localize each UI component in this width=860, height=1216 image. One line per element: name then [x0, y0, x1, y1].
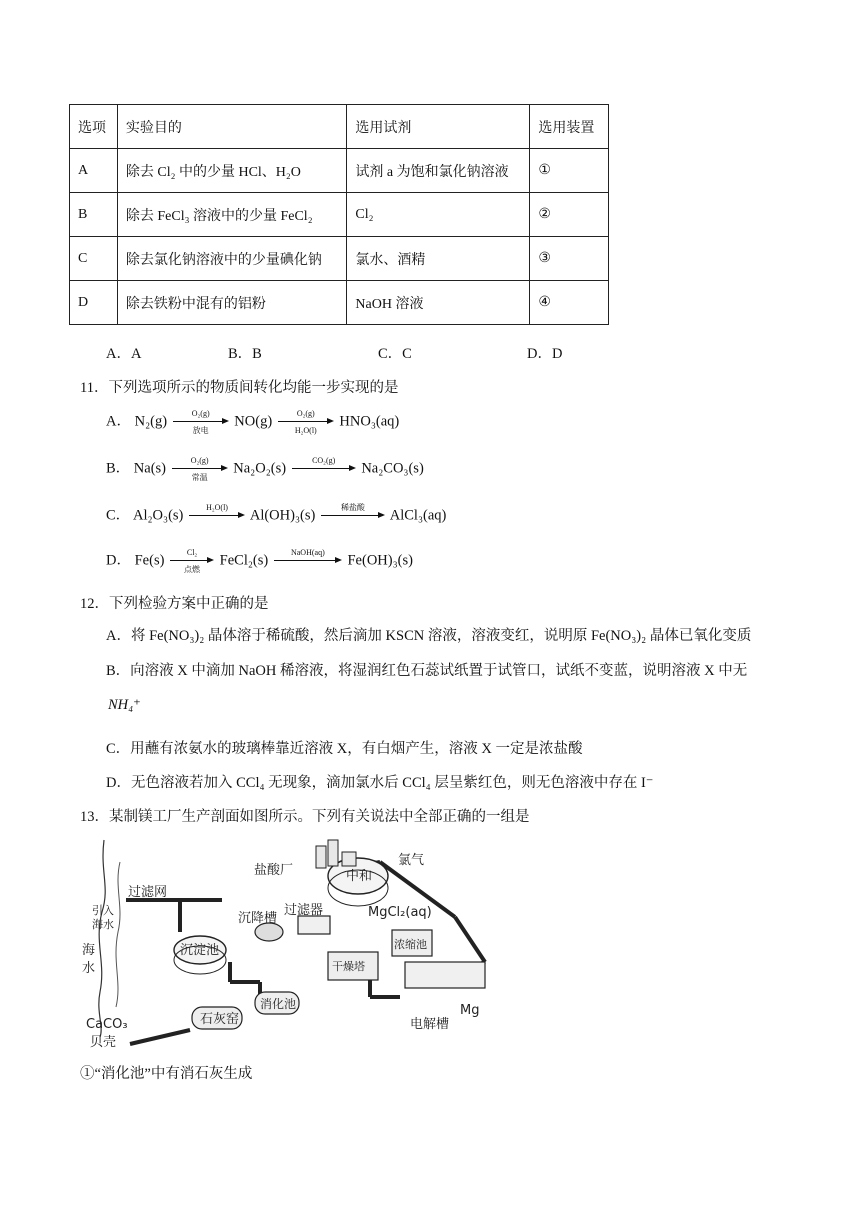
q10-choice-d[interactable]: D．D [527, 346, 563, 362]
label-shell: 贝壳 [90, 1035, 117, 1050]
label-drying-tower: 干燥塔 [332, 960, 365, 973]
species: NO(g) [234, 413, 273, 430]
q12-option-b[interactable]: B．向溶液 X 中滴加 NaOH 稀溶液，将湿润红色石蕊试纸置于试管口，试纸不变蓝，说明溶液 X 中无 [106, 663, 748, 679]
label-electrolysis-cell: 电解槽 [410, 1017, 450, 1032]
header-device: 选用装置 [530, 105, 609, 149]
table-row [70, 149, 609, 193]
condition-bottom: 点燃 [184, 565, 201, 574]
header-option: 选项 [70, 105, 118, 149]
coastline [99, 840, 105, 1037]
condition-top: CO₂(g) [312, 456, 336, 465]
condition-top: 稀盐酸 [340, 503, 365, 512]
condition-top: Cl₂ [186, 548, 198, 557]
species: Al₂O₃(s) [133, 507, 184, 524]
cell-purpose: 除去氯化钠溶液中的少量碘化钠 [117, 237, 347, 281]
reaction-arrow [173, 409, 229, 435]
option-label: A． [106, 413, 131, 430]
label-slaking-tank: 消化池 [260, 997, 297, 1011]
reaction-arrow [278, 409, 334, 435]
table-row [70, 281, 609, 325]
species: N₂(g) [134, 413, 168, 430]
option-label: C． [106, 507, 131, 524]
species: Al(OH)₃(s) [249, 507, 316, 524]
q11-option-d[interactable] [106, 548, 413, 574]
cell-device: ② [530, 193, 609, 237]
label-caco3: CaCO₃ [86, 1017, 128, 1032]
q13-stem: 13．某制镁工厂生产剖面如图所示。下列有关说法中全部正确的一组是 [80, 809, 530, 825]
condition-top: H₂O(l) [206, 503, 228, 512]
q12-option-b-continued: NH₄⁺ [108, 697, 141, 713]
condition-top: O₂(g) [191, 409, 210, 418]
q11-stem: 11．下列选项所示的物质间转化均能一步实现的是 [80, 380, 399, 396]
option-label: D． [106, 552, 131, 569]
cell-device: ④ [530, 281, 609, 325]
label-intake-1: 引入 [92, 904, 114, 917]
q12-option-d[interactable]: D．无色溶液若加入 CCl₄ 无现象，滴加氯水后 CCl₄ 层呈紫红色，则无色溶液中存在 I⁻ [106, 775, 654, 791]
reaction-arrow [274, 548, 342, 574]
q10-choice-b[interactable]: B．B [228, 346, 262, 362]
q12-stem: 12．下列检验方案中正确的是 [80, 596, 269, 612]
q11-option-a[interactable] [106, 409, 399, 435]
label-precipitation-tank: 沉淀池 [180, 943, 220, 958]
label-seawater-2: 水 [82, 961, 96, 976]
condition-bottom [274, 565, 342, 574]
table-row [70, 237, 609, 281]
condition-bottom: 放电 [192, 426, 209, 435]
cell-option: A [70, 149, 118, 193]
condition-top: NaOH(aq) [290, 548, 325, 557]
q10-choice-a[interactable]: A．A [106, 346, 142, 362]
cell-reagent: Cl₂ [347, 193, 530, 237]
condition-top: O₂(g) [190, 456, 209, 465]
header-purpose: 实验目的 [117, 105, 347, 149]
species: HNO₃(aq) [339, 413, 400, 430]
label-mg: Mg [460, 1003, 480, 1018]
cell-purpose: 除去 Cl₂ 中的少量 HCl、H₂O [117, 149, 347, 193]
table-row [70, 193, 609, 237]
label-neutralization: 中和 [346, 869, 373, 884]
condition-bottom [292, 473, 356, 482]
reaction-arrow [189, 503, 245, 529]
q13-statement-1: ①“消化池”中有消石灰生成 [80, 1066, 253, 1082]
reaction-arrow [321, 503, 385, 529]
label-settling-tank: 沉降槽 [238, 911, 278, 926]
label-lime-kiln: 石灰窑 [200, 1012, 240, 1027]
label-hcl-plant: 盐酸厂 [254, 863, 294, 878]
label-filter-net: 过滤网 [128, 885, 168, 900]
reaction-arrow [172, 456, 228, 482]
condition-bottom: H₂O(l) [294, 426, 317, 435]
q11-option-c[interactable] [106, 503, 446, 529]
cell-purpose: 除去铁粉中混有的铝粉 [117, 281, 347, 325]
label-chlorine: 氯气 [398, 853, 425, 868]
species: Na₂O₂(s) [233, 460, 287, 477]
reaction-arrow [170, 548, 214, 574]
label-concentration-tank: 浓缩池 [394, 938, 427, 951]
coastline-inner [116, 862, 120, 1007]
q11-option-b[interactable] [106, 456, 424, 482]
condition-bottom: 常温 [191, 473, 208, 482]
condition-bottom [189, 520, 245, 529]
species: FeCl₂(s) [219, 552, 269, 569]
magnesium-plant-diagram [80, 832, 500, 1054]
q12-option-a[interactable]: A．将 Fe(NO₃)₂ 晶体溶于稀硫酸，然后滴加 KSCN 溶液，溶液变红，说明原 Fe(NO₃)₂ 晶体已氧化变质 [106, 628, 752, 644]
label-mgcl2: MgCl₂(aq) [368, 905, 432, 920]
electrolysis-cell [405, 962, 485, 988]
option-label: B． [106, 460, 131, 477]
hydrochloric-acid-plant [316, 840, 356, 868]
species: Na(s) [133, 460, 167, 477]
cell-device: ① [530, 149, 609, 193]
q10-choice-c[interactable]: C．C [378, 346, 412, 362]
species: Na₂CO₃(s) [361, 460, 424, 477]
cell-option: B [70, 193, 118, 237]
label-intake-2: 海水 [92, 918, 114, 931]
table-header-row [70, 105, 609, 149]
condition-top: O₂(g) [296, 409, 315, 418]
cell-option: C [70, 237, 118, 281]
reaction-arrow [292, 456, 356, 482]
label-seawater-1: 海 [82, 943, 96, 958]
species: Fe(OH)₃(s) [347, 552, 413, 569]
label-filter: 过滤器 [284, 903, 324, 918]
species: AlCl₃(aq) [389, 507, 447, 524]
cell-option: D [70, 281, 118, 325]
cell-device: ③ [530, 237, 609, 281]
cell-reagent: 氯水、酒精 [347, 237, 530, 281]
options-table [69, 104, 609, 325]
filter-unit [298, 916, 330, 934]
condition-bottom [321, 520, 385, 529]
q12-option-c[interactable]: C．用蘸有浓氨水的玻璃棒靠近溶液 X，有白烟产生，溶液 X 一定是浓盐酸 [106, 741, 583, 757]
cell-reagent: 试剂 a 为饱和氯化钠溶液 [347, 149, 530, 193]
cell-reagent: NaOH 溶液 [347, 281, 530, 325]
header-reagent: 选用试剂 [347, 105, 530, 149]
species: Fe(s) [134, 552, 165, 569]
cell-purpose: 除去 FeCl₃ 溶液中的少量 FeCl₂ [117, 193, 347, 237]
